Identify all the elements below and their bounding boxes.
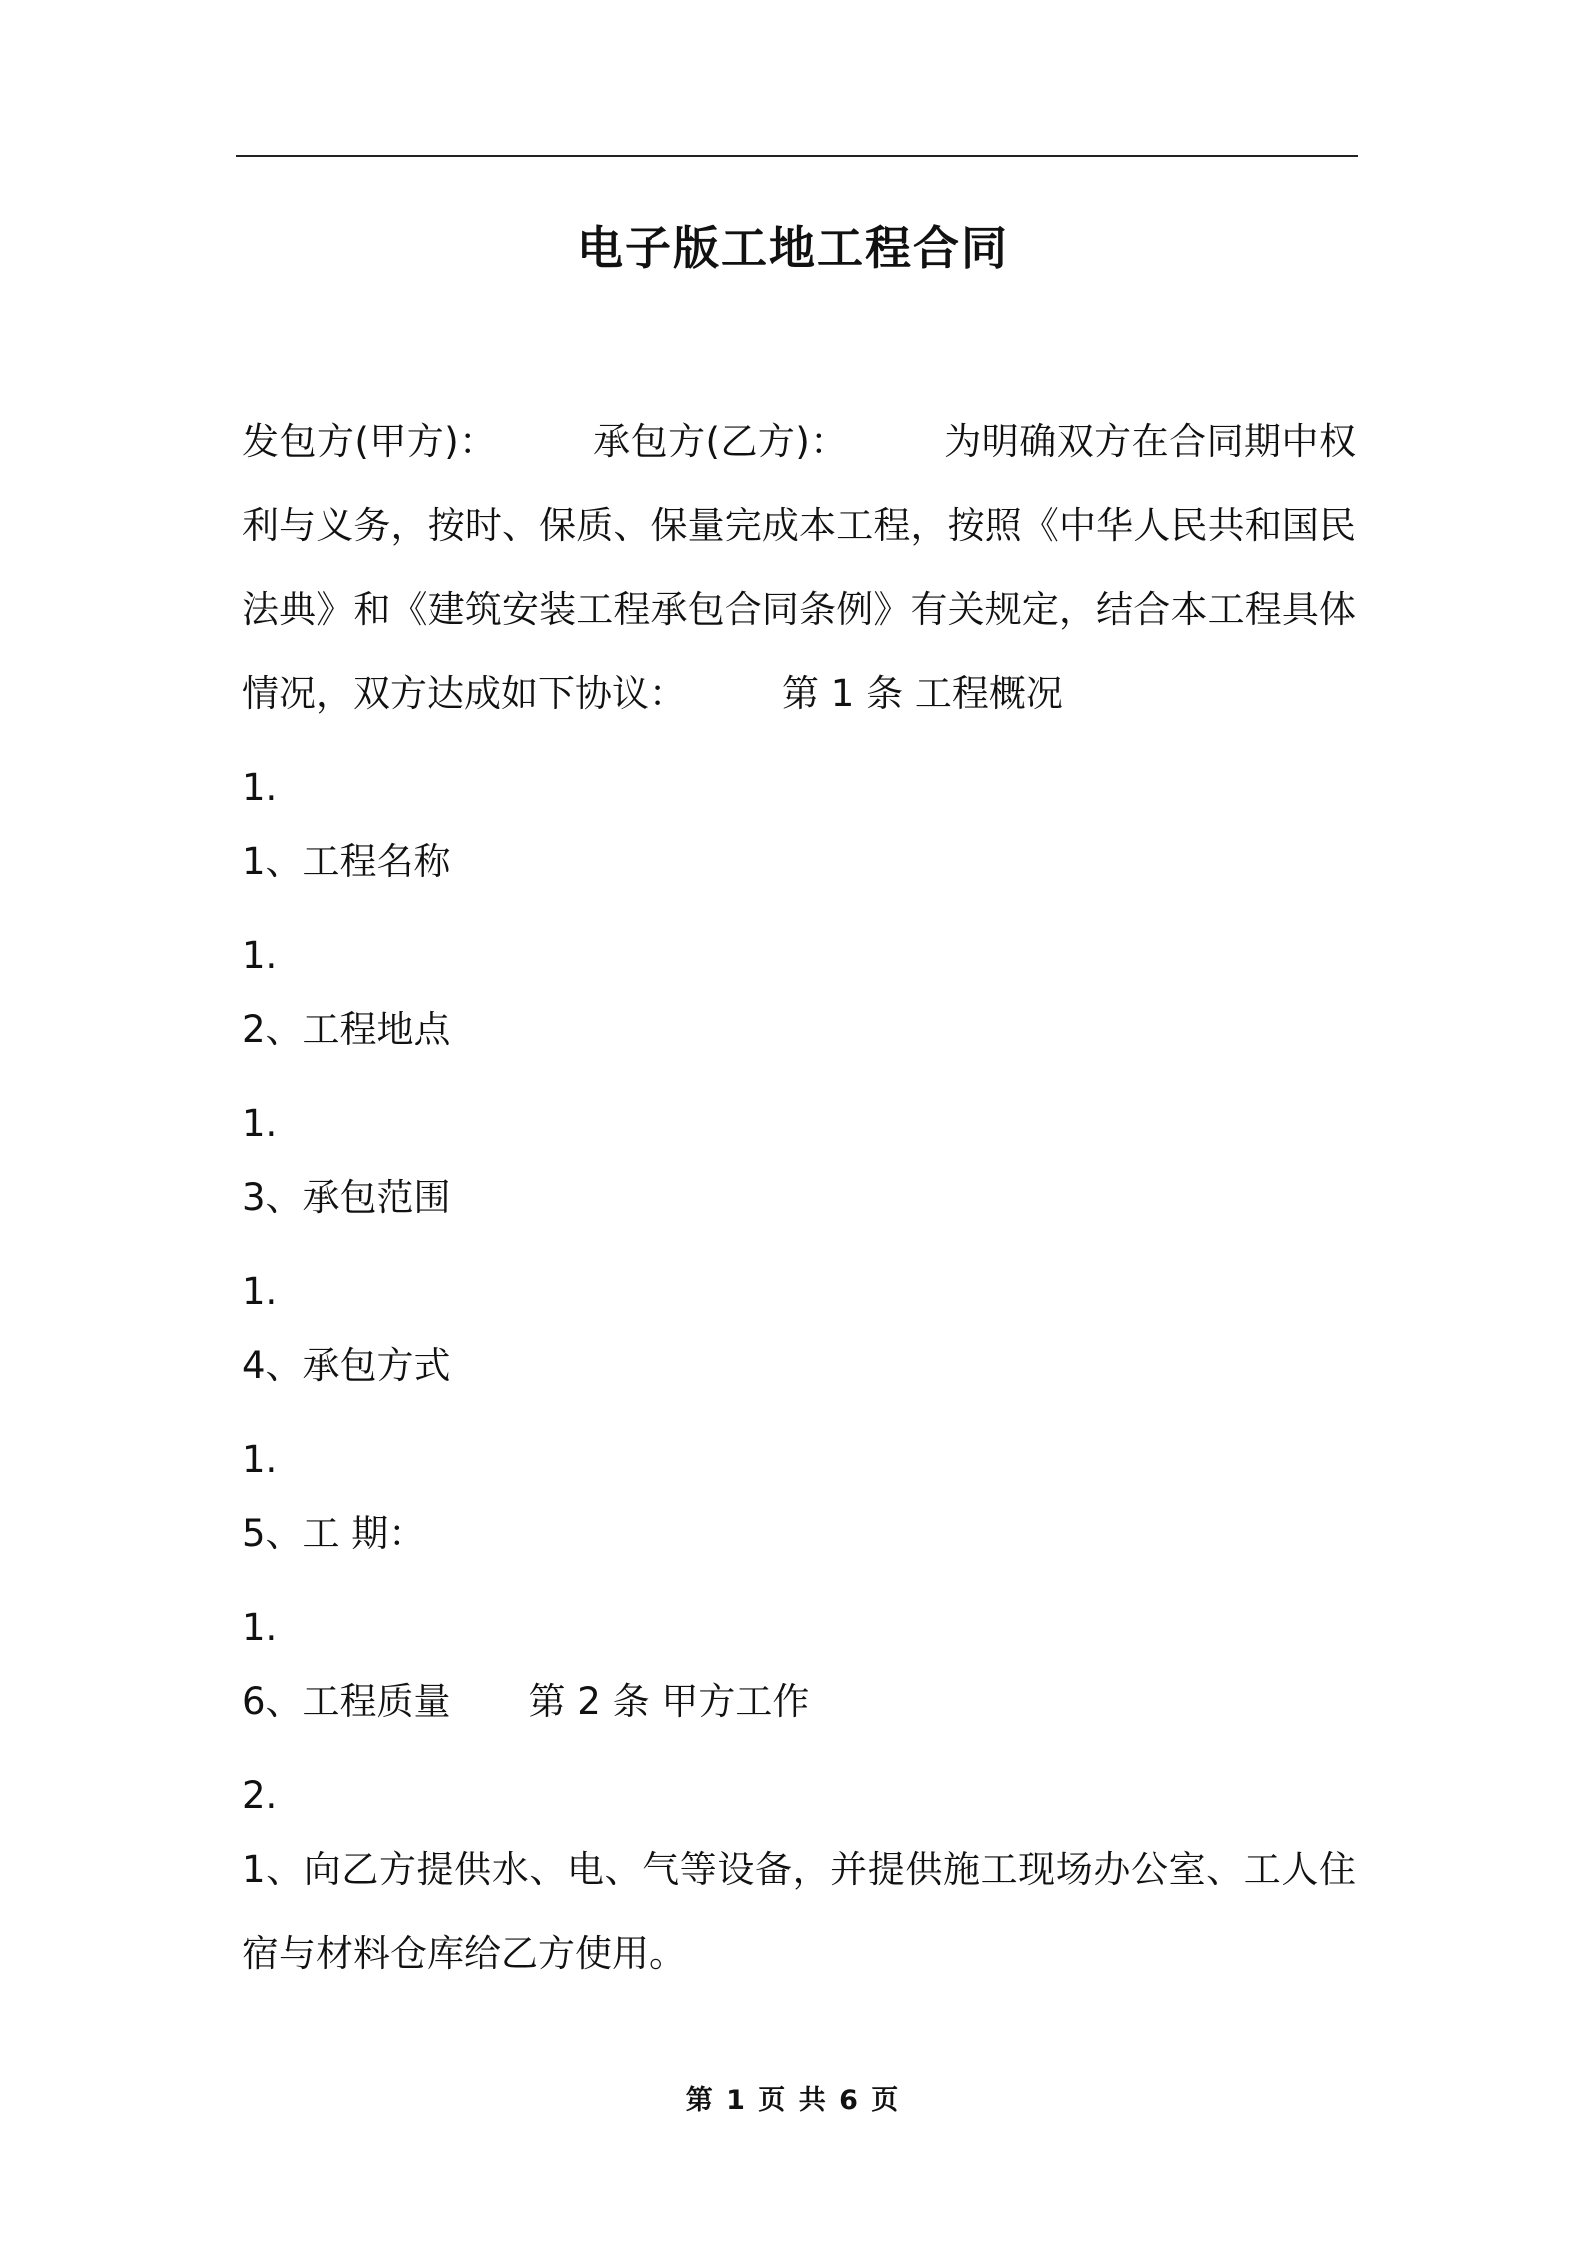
list-item: 1.: [242, 934, 278, 977]
list-item: [242, 1660, 1356, 1744]
list-item: 1.: [242, 1102, 278, 1145]
list-item: 3、承包范围: [242, 1176, 451, 1219]
list-item: 2.: [242, 1774, 278, 1817]
list-item: 1.: [242, 1270, 278, 1313]
intro-text: 为明确双方在合同期中权利与义务，按时、保质、保量完成本工程，按照《中华人民共和国民法典》和《建筑安装工程承包合同条例》有关规定，结合本工程具体情况，双方达成如下协议：: [242, 420, 1357, 715]
header-rule: [236, 155, 1358, 157]
party-a-label: 发包方(甲方)：: [242, 420, 497, 463]
document-body: [242, 400, 1356, 1996]
document-title: 电子版工地工程合同: [577, 221, 1009, 275]
list-item: 5、工 期：: [242, 1512, 426, 1555]
article-2-heading: 第 2 条 甲方工作: [528, 1680, 810, 1723]
page-number: 第 1 页 共 6 页: [685, 2085, 901, 2116]
list-item: 1、工程名称: [242, 840, 451, 883]
list-item: 1.: [242, 1606, 278, 1649]
list-item: 1.: [242, 766, 278, 809]
party-b-label: 承包方(乙方)：: [592, 420, 848, 463]
list-item: 2、工程地点: [242, 1008, 451, 1051]
article-1-heading: 第 1 条 工程概况: [782, 672, 1063, 715]
intro-paragraph: [242, 400, 1356, 736]
item-quality: 6、工程质量: [242, 1680, 451, 1723]
article-2-item-1: 1、向乙方提供水、电、气等设备，并提供施工现场办公室、工人住宿与材料仓库给乙方使用。: [242, 1848, 1356, 1975]
list-item: 4、承包方式: [242, 1344, 451, 1387]
list-item: 1.: [242, 1438, 278, 1481]
